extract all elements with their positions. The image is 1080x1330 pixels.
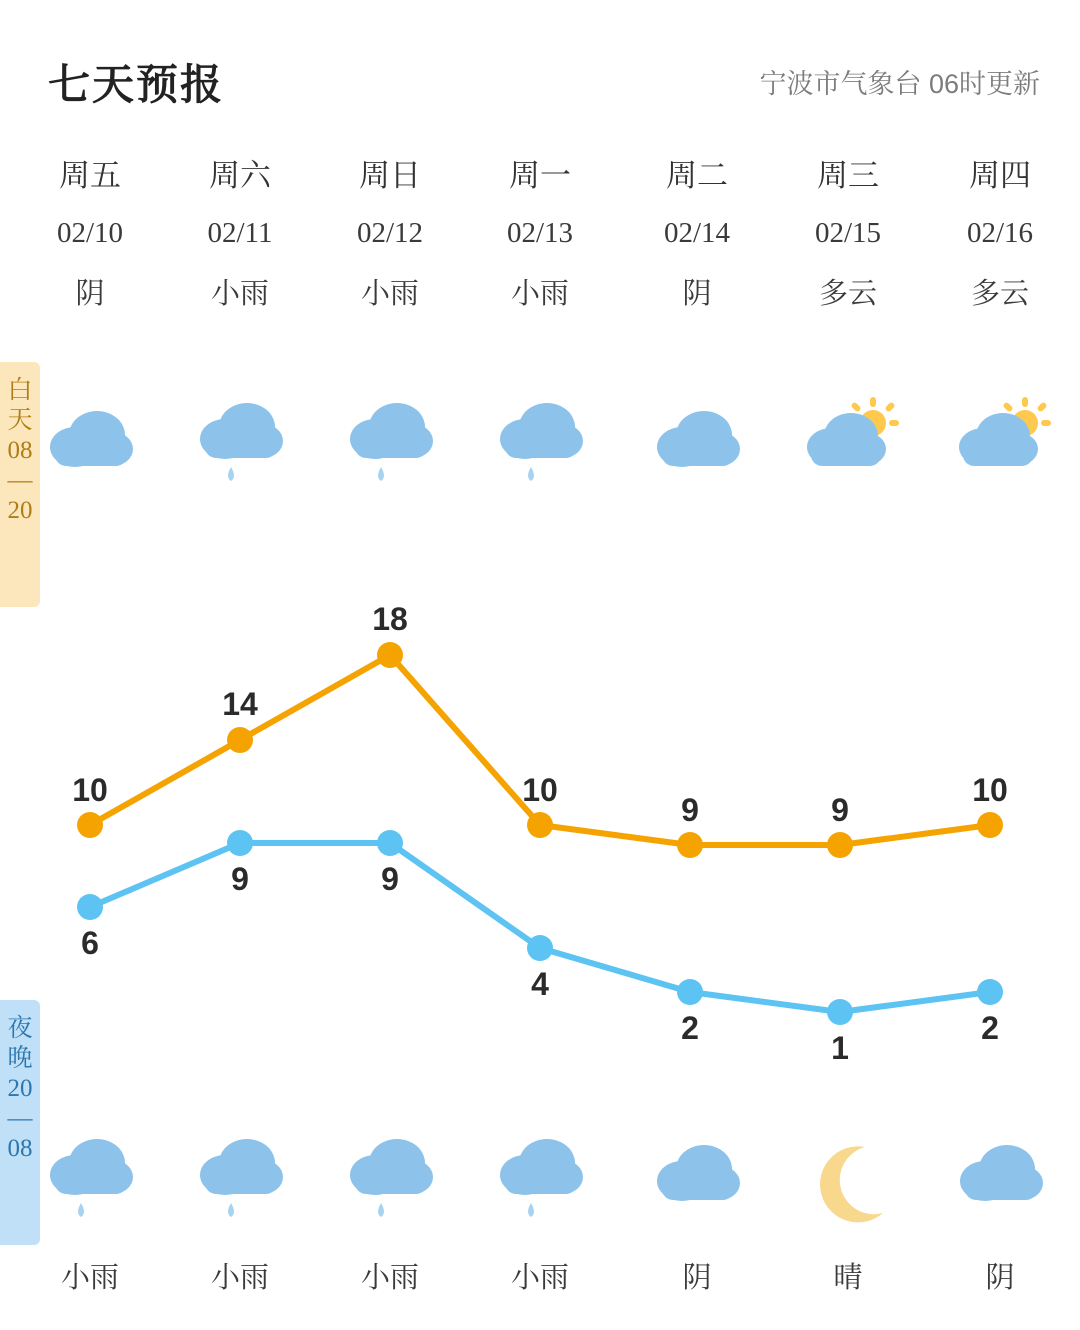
rain-icon — [335, 1125, 445, 1235]
day-column-2 — [315, 150, 465, 324]
low-temp-label-2: 9 — [381, 861, 399, 897]
day-weekday: 周四 — [969, 158, 1031, 193]
day-weekday: 周二 — [666, 158, 728, 193]
day-headers-row — [0, 150, 1080, 360]
day-date: 02/14 — [663, 217, 731, 249]
day-column-1 — [165, 150, 315, 324]
night-condition-2: 小雨 — [360, 1262, 419, 1294]
nighttime-icon-cell-0 — [15, 1125, 165, 1245]
daytime-icon-cell-2 — [315, 385, 465, 505]
cloudy-icon — [642, 1125, 752, 1235]
low-temp-label-1: 9 — [231, 861, 249, 897]
nighttime-label-char-1: 夜 — [7, 1015, 33, 1042]
day-column-0 — [15, 150, 165, 324]
daytime-icon-cell-4 — [622, 385, 772, 505]
low-temp-label-0: 6 — [81, 925, 99, 961]
daytime-label-char-3: 08 — [7, 437, 33, 464]
night-condition-3: 小雨 — [510, 1262, 569, 1294]
nighttime-label-char-5: 08 — [7, 1135, 33, 1162]
high-temp-label-0: 10 — [72, 772, 108, 808]
day-date: 02/15 — [814, 217, 882, 249]
day-weekday: 周三 — [817, 158, 879, 193]
nighttime-label-char-3: 20 — [7, 1075, 33, 1102]
rain-icon — [185, 385, 295, 495]
temperature-line-chart — [0, 560, 1080, 1120]
chart-svg — [0, 560, 1080, 1120]
rain-icon — [335, 385, 445, 495]
partly-sunny-icon — [793, 385, 903, 495]
page-title: 七天预报 — [48, 61, 225, 108]
daytime-icon-cell-0 — [15, 385, 165, 505]
day-condition: 多云 — [818, 278, 877, 310]
nighttime-label-char-2: 晚 — [7, 1045, 33, 1072]
day-date: 02/13 — [506, 217, 574, 249]
nighttime-icon-cell-5 — [773, 1125, 923, 1245]
rain-icon — [485, 385, 595, 495]
high-temp-label-4: 9 — [681, 792, 699, 828]
night-condition-5: 晴 — [833, 1262, 863, 1294]
day-column-6 — [925, 150, 1075, 324]
low-temp-label-5: 1 — [831, 1030, 849, 1066]
rain-icon — [35, 1125, 145, 1235]
day-condition: 小雨 — [360, 278, 419, 310]
nighttime-icon-cell-3 — [465, 1125, 615, 1245]
high-temp-label-5: 9 — [831, 792, 849, 828]
high-temp-label-3: 10 — [522, 772, 558, 808]
high-temp-label-1: 14 — [222, 686, 258, 722]
day-weekday: 周日 — [359, 158, 421, 193]
cloudy-icon — [945, 1125, 1055, 1235]
day-condition: 阴 — [75, 278, 105, 310]
cloudy-icon — [35, 385, 145, 495]
day-date: 02/11 — [207, 217, 273, 249]
day-condition: 小雨 — [510, 278, 569, 310]
cloudy-icon — [642, 385, 752, 495]
daytime-label-char-4: — — [7, 467, 33, 494]
nighttime-icon-cell-2 — [315, 1125, 465, 1245]
day-column-5 — [773, 150, 923, 324]
low-temp-label-3: 4 — [531, 966, 549, 1002]
day-condition: 多云 — [970, 278, 1029, 310]
day-date: 02/16 — [966, 217, 1034, 249]
nighttime-icons-row — [0, 1125, 1080, 1245]
day-weekday: 周六 — [209, 158, 271, 193]
high-temp-label-6: 10 — [972, 772, 1008, 808]
day-column-3 — [465, 150, 615, 324]
night-condition-4: 阴 — [682, 1262, 712, 1294]
daytime-icon-cell-5 — [773, 385, 923, 505]
day-weekday: 周五 — [59, 158, 121, 193]
header — [0, 0, 1080, 130]
nighttime-label-char-4: — — [7, 1105, 33, 1132]
nighttime-icon-cell-4 — [622, 1125, 772, 1245]
night-condition-1: 小雨 — [210, 1262, 269, 1294]
rain-icon — [485, 1125, 595, 1235]
source-update-text: 宁波市气象台 06时更新 — [759, 69, 1040, 99]
daytime-icon-cell-3 — [465, 385, 615, 505]
daytime-icons-row — [0, 385, 1080, 505]
day-date: 02/10 — [56, 217, 124, 249]
day-column-4 — [622, 150, 772, 324]
daytime-icon-cell-1 — [165, 385, 315, 505]
nighttime-icon-cell-6 — [925, 1125, 1075, 1245]
daytime-label-char-5: 20 — [7, 497, 33, 524]
low-temp-label-4: 2 — [681, 1010, 699, 1046]
high-temp-label-2: 18 — [372, 601, 408, 637]
night-conditions-row — [0, 1255, 1080, 1315]
low-temp-label-6: 2 — [981, 1010, 999, 1046]
daytime-icon-cell-6 — [925, 385, 1075, 505]
day-condition: 小雨 — [210, 278, 269, 310]
day-date: 02/12 — [356, 217, 424, 249]
rain-icon — [185, 1125, 295, 1235]
daytime-label-char-2: 天 — [7, 407, 33, 434]
day-condition: 阴 — [682, 278, 712, 310]
day-weekday: 周一 — [509, 158, 571, 193]
night-condition-0: 小雨 — [60, 1262, 119, 1294]
partly-sunny-icon — [945, 385, 1055, 495]
daytime-label-char-1: 白 — [7, 377, 33, 404]
nighttime-icon-cell-1 — [165, 1125, 315, 1245]
moon-icon — [793, 1125, 903, 1235]
night-condition-6: 阴 — [985, 1262, 1015, 1294]
